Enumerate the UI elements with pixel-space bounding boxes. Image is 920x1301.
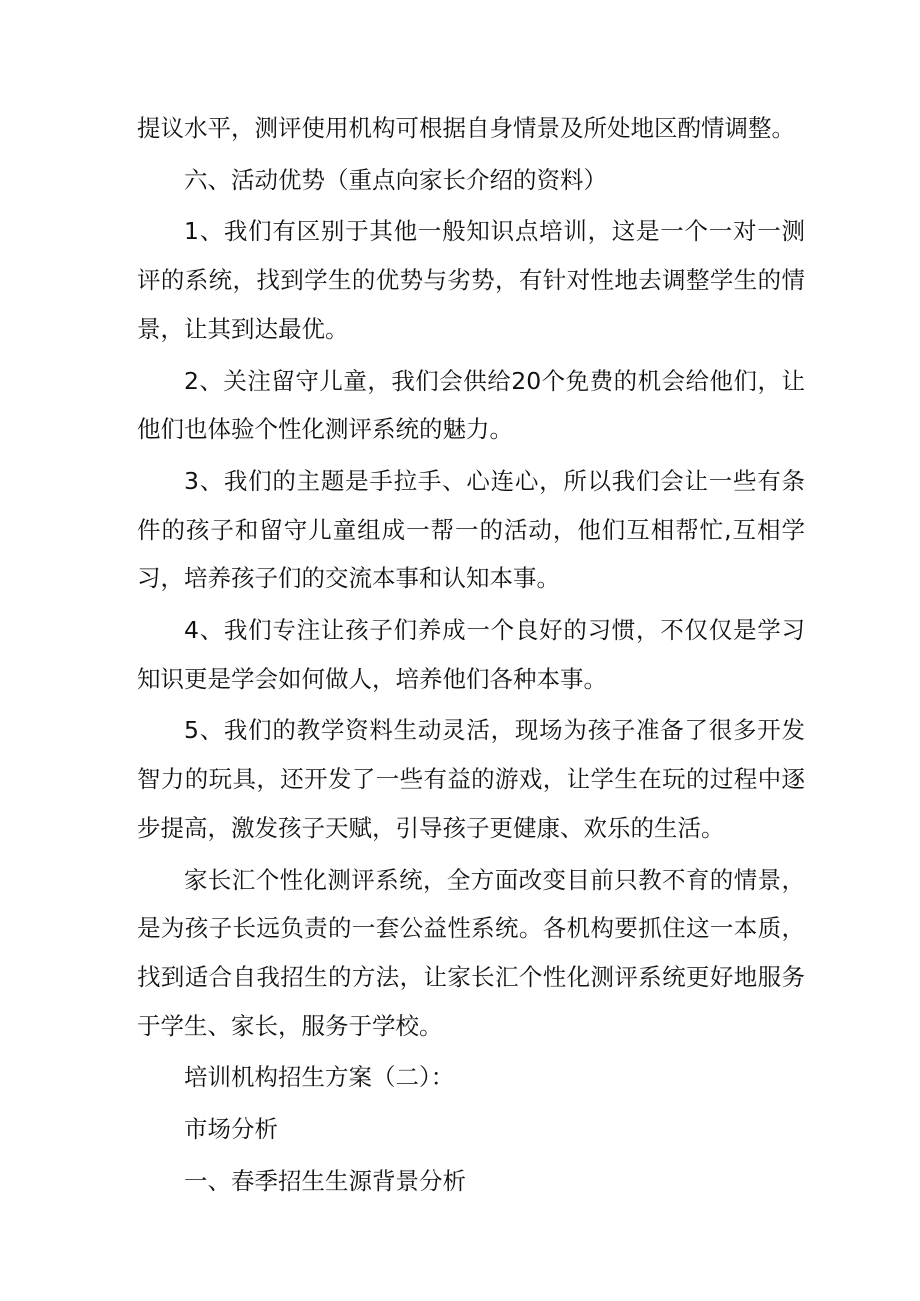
advantage-item-4: 4、我们专注让孩子们养成一个良好的习惯，不仅仅是学习知识更是学会如何做人，培养他们各种本事。 bbox=[137, 616, 805, 693]
advantage-item-2: 2、关注留守儿童，我们会供给20个免费的机会给他们，让他们也体验个性化测评系统的魅力。 bbox=[137, 366, 805, 444]
advantage-item-5: 5、我们的教学资料生动灵活，现场为孩子准备了很多开发智力的玩具，还开发了一些有益的游戏，让学生在玩的过程中逐步提高，激发孩子天赋，引导孩子更健康、欢乐的生活。 bbox=[137, 716, 805, 842]
market-analysis-heading: 市场分析 bbox=[184, 1115, 278, 1144]
plan-two-title: 培训机构招生方案（二）： bbox=[184, 1063, 455, 1092]
summary-paragraph: 家长汇个性化测评系统，全方面改变目前只教不育的情景，是为孩子长远负责的一套公益性系统。各机构要抓住这一本质，找到适合自我招生的方法，让家长汇个性化测评系统更好地服务于学生、家长，服务于学校。 bbox=[137, 865, 805, 1040]
advantage-item-3: 3、我们的主题是手拉手、心连心，所以我们会让一些有条件的孩子和留守儿童组成一帮一的活动，他们互相帮忙,互相学习，培养孩子们的交流本事和认知本事。 bbox=[137, 466, 805, 593]
spring-enrollment-heading: 一、春季招生生源背景分析 bbox=[184, 1166, 466, 1195]
document-body bbox=[137, 104, 805, 1205]
paragraph-continuation: 提议水平，测评使用机构可根据自身情景及所处地区酌情调整。 bbox=[137, 114, 795, 142]
advantage-item-1: 1、我们有区别于其他一般知识点培训，这是一个一对一测评的系统，找到学生的优势与劣势，有针对性地去调整学生的情景，让其到达最优。 bbox=[137, 217, 805, 343]
section-heading-advantages: 六、活动优势（重点向家长介绍的资料） bbox=[184, 165, 607, 194]
